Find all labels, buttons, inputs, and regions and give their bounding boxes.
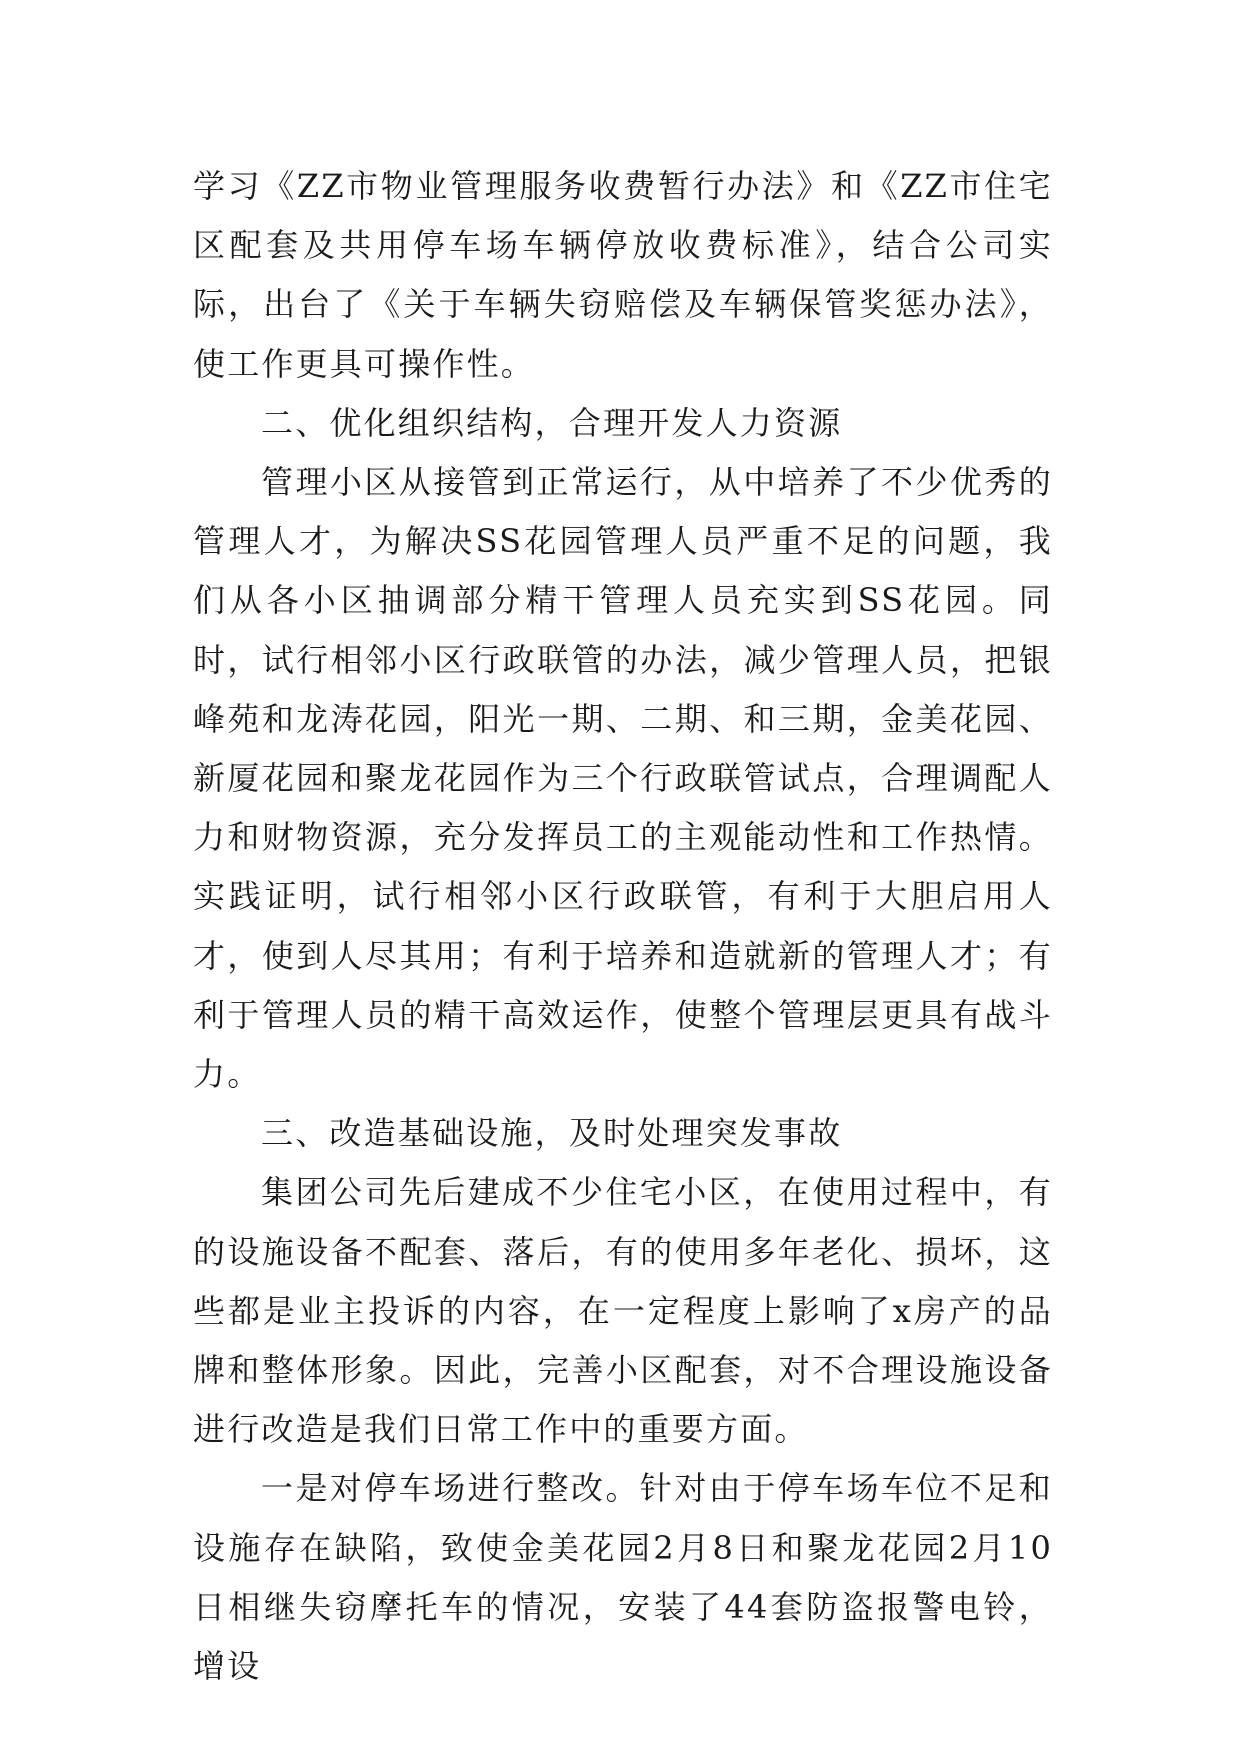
paragraph-regulations: 学习《ZZ市物业管理服务收费暂行办法》和《ZZ市住宅区配套及共用停车场车辆停放收费标准》，结合公司实际，出台了《关于车辆失窃赔偿及车辆保管奖惩办法》，使工作更具可操作性。 xyxy=(193,167,1053,383)
paragraph-infrastructure: 集团公司先后建成不少住宅小区，在使用过程中，有的设施设备不配套、落后，有的使用多年老化、损坏，这些都是业主投诉的内容，在一定程度上影响了x房产的品牌和整体形象。因此，完善小区配套，对不合理设施设备进行改造是我们日常工作中的重要方面。 xyxy=(193,1173,1053,1449)
section-heading-organization: 二、优化组织结构，合理开发人力资源 xyxy=(261,403,843,442)
paragraph-parking-rectification: 一是对停车场进行整改。针对由于停车场车位不足和设施存在缺陷，致使金美花园2月8日和聚龙花园2月10日相继失窃摩托车的情况，安装了44套防盗报警电铃，增设 xyxy=(193,1469,1053,1686)
document-body xyxy=(193,157,1053,1696)
section-heading-infrastructure: 三、改造基础设施，及时处理突发事故 xyxy=(261,1114,843,1153)
paragraph-organization: 管理小区从接管到正常运行，从中培养了不少优秀的管理人才，为解决SS花园管理人员严重不足的问题，我们从各小区抽调部分精干管理人员充实到SS花园。同时，试行相邻小区行政联管的办法，减少管理人员，把银峰苑和龙涛花园，阳光一期、二期、和三期，金美花园、新厦花园和聚龙花园作为三个行政联管试点，合理调配人力和财物资源，充分发挥员工的主观能动性和工作热情。实践证明，试行相邻小区行政联管，有利于大胆启用人才，使到人尽其用；有利于培养和造就新的管理人才；有利于管理人员的精干高效运作，使整个管理层更具有战斗力。 xyxy=(193,463,1053,1094)
